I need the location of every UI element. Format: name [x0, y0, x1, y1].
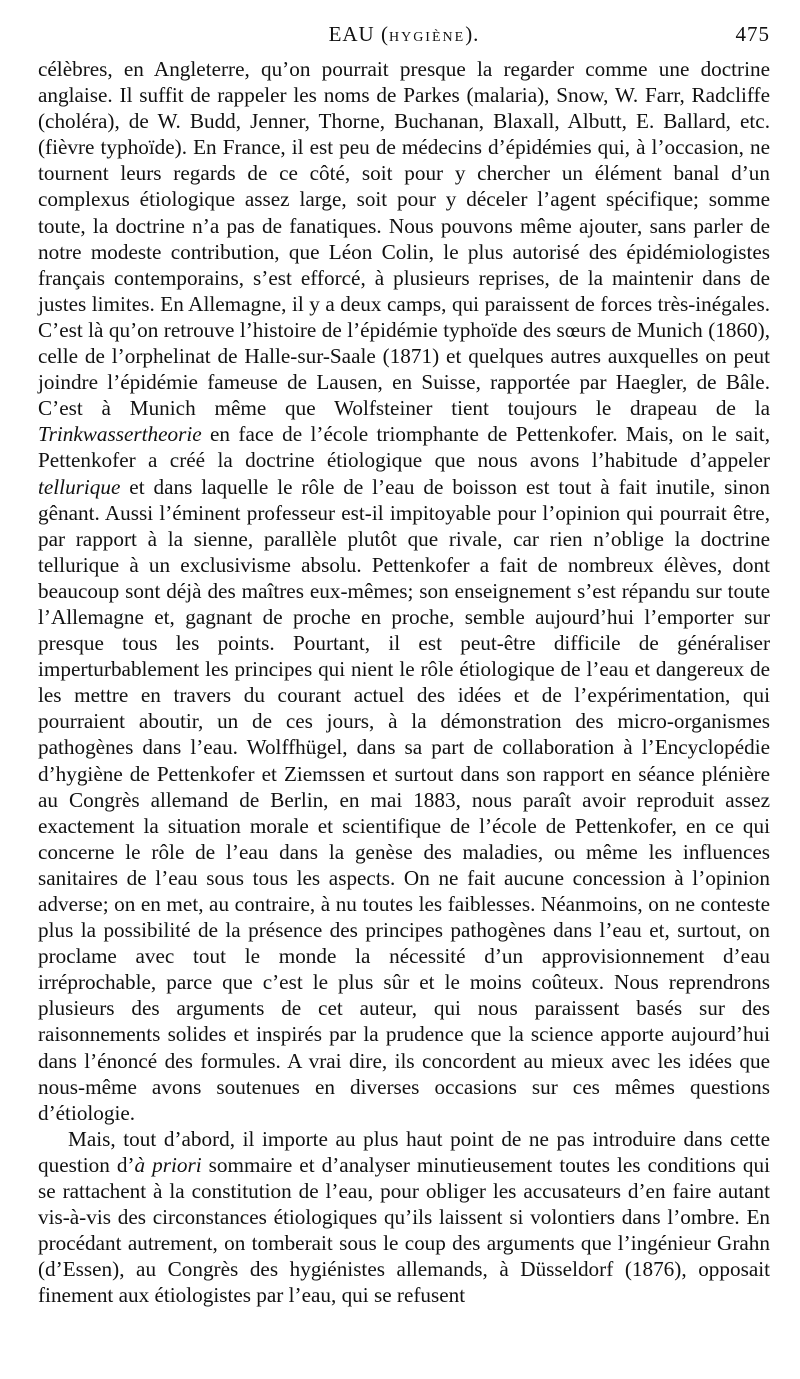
document-page: [38, 22, 770, 1309]
paragraph-text: en face de l’école triomphante de Pettenkofer. Mais, on le sait, Pettenkofer a créé la doctrine étiologique que nous avons l’habitude d’appeler: [38, 422, 770, 473]
running-title-end: ).: [465, 22, 480, 46]
page-number: 475: [735, 22, 770, 46]
body-text: [38, 56, 770, 1309]
running-title: [38, 22, 770, 47]
running-head: [38, 22, 770, 56]
paragraph: [38, 56, 770, 1126]
paragraph-text: sommaire et d’analyser minutieusement toutes les conditions qui se rattachent à la constitution de l’eau, pour obliger les accusateurs d’en faire autant vis-à-vis des circonstances étiologiques qu’ils laissent si volontiers dans l’ombre. En procédant autrement, on tomberait sous le coup des arguments que l’ingénieur Grahn (d’Essen), au Congrès des hygiénistes allemands, à Düsseldorf (1876), opposait finement aux étiologistes par l’eau, qui se refusent: [38, 1152, 771, 1308]
paragraph-text: Mais, tout d’abord, il importe au plus haut point de ne pas introduire dans cette question d’: [38, 1126, 770, 1177]
italic-text: Trinkwassertheorie: [38, 422, 202, 447]
paragraph: [38, 1126, 770, 1309]
italic-text: à priori: [134, 1152, 202, 1177]
italic-text: tellurique: [38, 474, 121, 499]
paragraph-text: et dans laquelle le rôle de l’eau de boisson est tout à fait inutile, sinon gênant. Aussi l’éminent professeur est-il impitoyable pour l’opinion qui pourrait être, par rapport à la sienne, parallèle plutôt que rivale, car rien n’oblige la doctrine tellurique à un exclusivisme absolu. Pettenkofer a fait de nombreux élèves, dont beaucoup sont déjà des maîtres eux-mêmes; son enseignement s’est répandu sur toute l’Allemagne et, gagnant de proche en proche, semble aujourd’hui l’emporter sur presque tous les points. Pourtant, il est peut-être difficile de généraliser imperturbablement les principes qui nient le rôle étiologique de l’eau et dangereux de les mettre en travers du courant actuel des idées et de l’expérimentation, qui pourraient aboutir, un de ces jours, à la démonstration des micro-organismes pathogènes dans l’eau. Wolffhügel, dans sa part de collaboration à l’Encyclopédie d’hygiène de Pettenkofer et Ziemssen et surtout dans son rapport en séance plénière au Congrès allemand de Berlin, en mai 1883, nous paraît avoir reproduit assez exactement la situation morale et scientifique de l’école de Pettenkofer, en ce qui concerne le rôle de l’eau dans la genèse des maladies, ou même les influences sanitaires de l’eau sous tous les aspects. On ne fait aucune concession à l’opinion adverse; on en met, au contraire, à nu toutes les faiblesses. Néanmoins, on ne conteste plus la possibilité de la présence des principes pathogènes dans l’eau et, surtout, on proclame avec tout le monde la nécessité d’un approvisionnement d’eau irréprochable, parce que c’est le plus sûr et le moins coûteux. Nous reprendrons plusieurs des arguments de cet auteur, qui nous paraissent basés sur des raisonnements solides et inspirés par la prudence que la science apporte aujourd’hui dans l’énoncé des formules. A vrai dire, ils concordent au mieux avec les idées que nous-même avons soutenues en diverses occasions sur ces mêmes questions d’étiologie.: [38, 474, 770, 1125]
running-title-small-caps: HYGIÈNE: [388, 30, 466, 45]
paragraph-text: célèbres, en Angleterre, qu’on pourrait presque la regarder comme une doctrine anglaise. Il suffit de rappeler les noms de Parkes (malaria), Snow, W. Farr, Radcliffe (choléra), de W. Budd, Jenner, Thorne, Buchanan, Blaxall, Albutt, E. Ballard, etc. (fièvre typhoïde). En France, il est peu de médecins d’épidémies qui, à l’occasion, ne tournent leurs regards de ce côté, soit pour y chercher un élément banal d’un complexus étiologique assez large, soit pour y déceler l’agent spécifique; somme toute, la doctrine n’a pas de fanatiques. Nous pouvons même ajouter, sans parler de notre modeste contribution, que Léon Colin, le plus autorisé des épidémiologistes français contemporains, s’est efforcé, à plusieurs reprises, de la maintenir dans de justes limites. En Allemagne, il y a deux camps, qui paraissent de forces très-inégales. C’est là qu’on retrouve l’histoire de l’épidémie typhoïde des sœurs de Munich (1860), celle de l’orphelinat de Halle-sur-Saale (1871) et quelques autres auxquelles on peut joindre l’épidémie fameuse de Lausen, en Suisse, rapportée par Haegler, de Bâle. C’est à Munich même que Wolfsteiner tient toujours le drapeau de la: [38, 57, 770, 421]
running-title-main: EAU (: [328, 22, 389, 46]
